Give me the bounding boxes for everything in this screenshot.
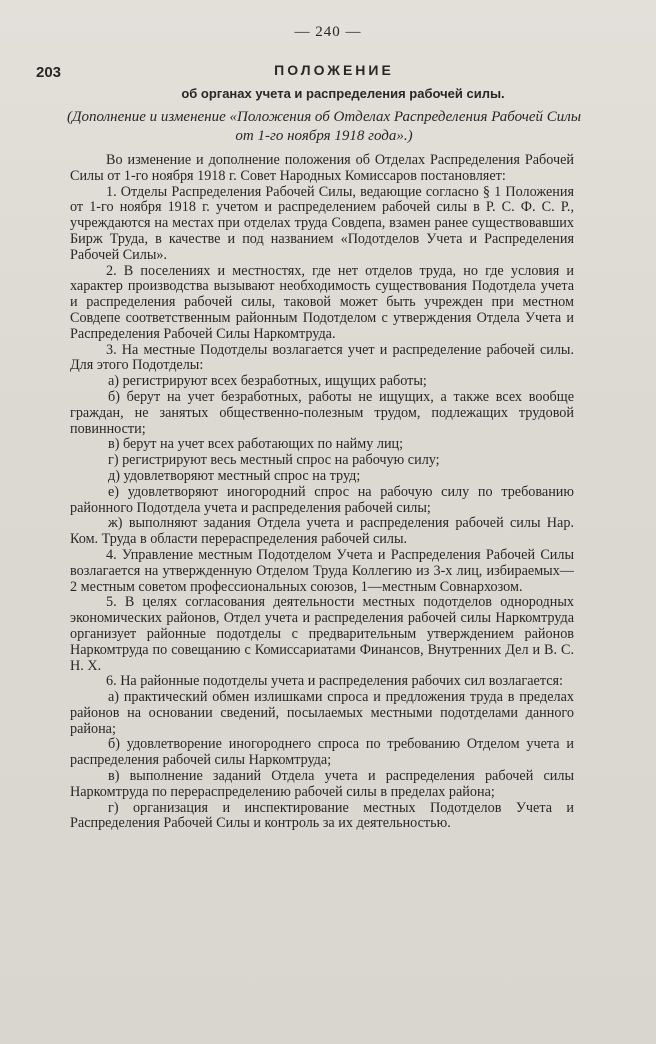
- article-4: 4. Управление местным Подотделом Учета и Распределения Рабочей Силы возлагается на утвержденную Отделом Труда Коллегию из 3-х лиц, избираемых—2 местным советом профессиональных союзов, 1—местным Совнархозом.: [70, 546, 574, 595]
- article-6-item-g: г) организация и инспектирование местных Подотделов Учета и Распределения Рабочей Силы и контроль за их деятельностью.: [70, 799, 574, 832]
- document-number: 203: [36, 64, 62, 81]
- article-3-item-e: е) удовлетворяют иногородний спрос на рабочую силу по требованию районного Подотдела учета и распределения рабочей силы;: [70, 483, 574, 516]
- article-3-item-g: г) регистрируют весь местный спрос на рабочую силу;: [108, 452, 440, 469]
- article-3-item-v: в) берут на учет всех работающих по найму лиц;: [108, 436, 404, 453]
- article-3-item-zh: ж) выполняют задания Отдела учета и распределения рабочей силы Нар. Ком. Труда в области перераспределения рабочей силы.: [70, 515, 574, 548]
- article-1: 1. Отделы Распределения Рабочей Силы, ведающие согласно § 1 Положения от 1-го ноября 1918 г. учетом и распределением рабочей силы в Р. С. Ф. С. Р., учреждаются на местах при отделах труда Совдепа, взамен ранее существовавших Бирж Труда, в качестве и под названием «Подотделов Учета и Распределения Рабочей Силы».: [70, 183, 574, 263]
- article-3-item-a: а) регистрируют всех безработных, ищущих работы;: [108, 373, 427, 390]
- article-5: 5. В целях согласования деятельности местных подотделов однородных экономических районов, Отдел учета и распределения рабочей силы Наркомтруда организует районные подотделы с предварительным утверждением районов Наркомтруда по совещанию с Комиссариатами Финансов, Внутренних Дел и В. С. Н. Х.: [70, 594, 574, 674]
- article-6: 6. На районные подотделы учета и распределения рабочих сил возлагается:: [106, 673, 563, 690]
- article-2: 2. В поселениях и местностях, где нет отделов труда, но где условия и характер производства вызывают необходимость существования Подотдела учета и распределения рабочей силы, таковой может быть учрежден при местном Совдепе соответственным районным Подотделом с утверждения Отдела Учета и Распределения Рабочей Силы Наркомтруда.: [70, 262, 574, 342]
- document-subtitle: об органах учета и распределения рабочей силы.: [181, 86, 505, 101]
- article-6-item-b: б) удовлетворение иногороднего спроса по требованию Отделом учета и распределения рабочей силы Наркомтруда;: [70, 736, 574, 769]
- article-3-item-d: д) удовлетворяют местный спрос на труд;: [108, 467, 361, 484]
- addendum-note: (Дополнение и изменение «Положения об Отделах Распределения Рабочей Силы от 1-го ноября 1918 года».): [66, 109, 582, 144]
- article-3: 3. На местные Подотделы возлагается учет и распределение рабочей силы. Для этого Подотделы:: [70, 341, 574, 374]
- document-title: ПОЛОЖЕНИЕ: [274, 62, 394, 78]
- document-body: [70, 153, 574, 832]
- preamble-paragraph: Во изменение и дополнение положения об Отделах Распределения Рабочей Силы от 1-го ноября 1918 г. Совет Народных Комиссаров постановляет:: [70, 152, 574, 184]
- article-6-item-v: в) выполнение заданий Отдела учета и распределения рабочей силы Наркомтруда по перераспределению рабочей силы в пределах района;: [70, 768, 574, 800]
- article-3-item-b: б) берут на учет безработных, работы не ищущих, а также всех вообще граждан, не занятых общественно-полезным трудом, подлежащих трудовой повинности;: [70, 388, 574, 437]
- article-6-item-a: а) практический обмен излишками спроса и предложения труда в пределах районов на основании сведений, посылаемых местными подотделами данного района;: [70, 689, 574, 737]
- page-number: — 240 —: [294, 24, 362, 40]
